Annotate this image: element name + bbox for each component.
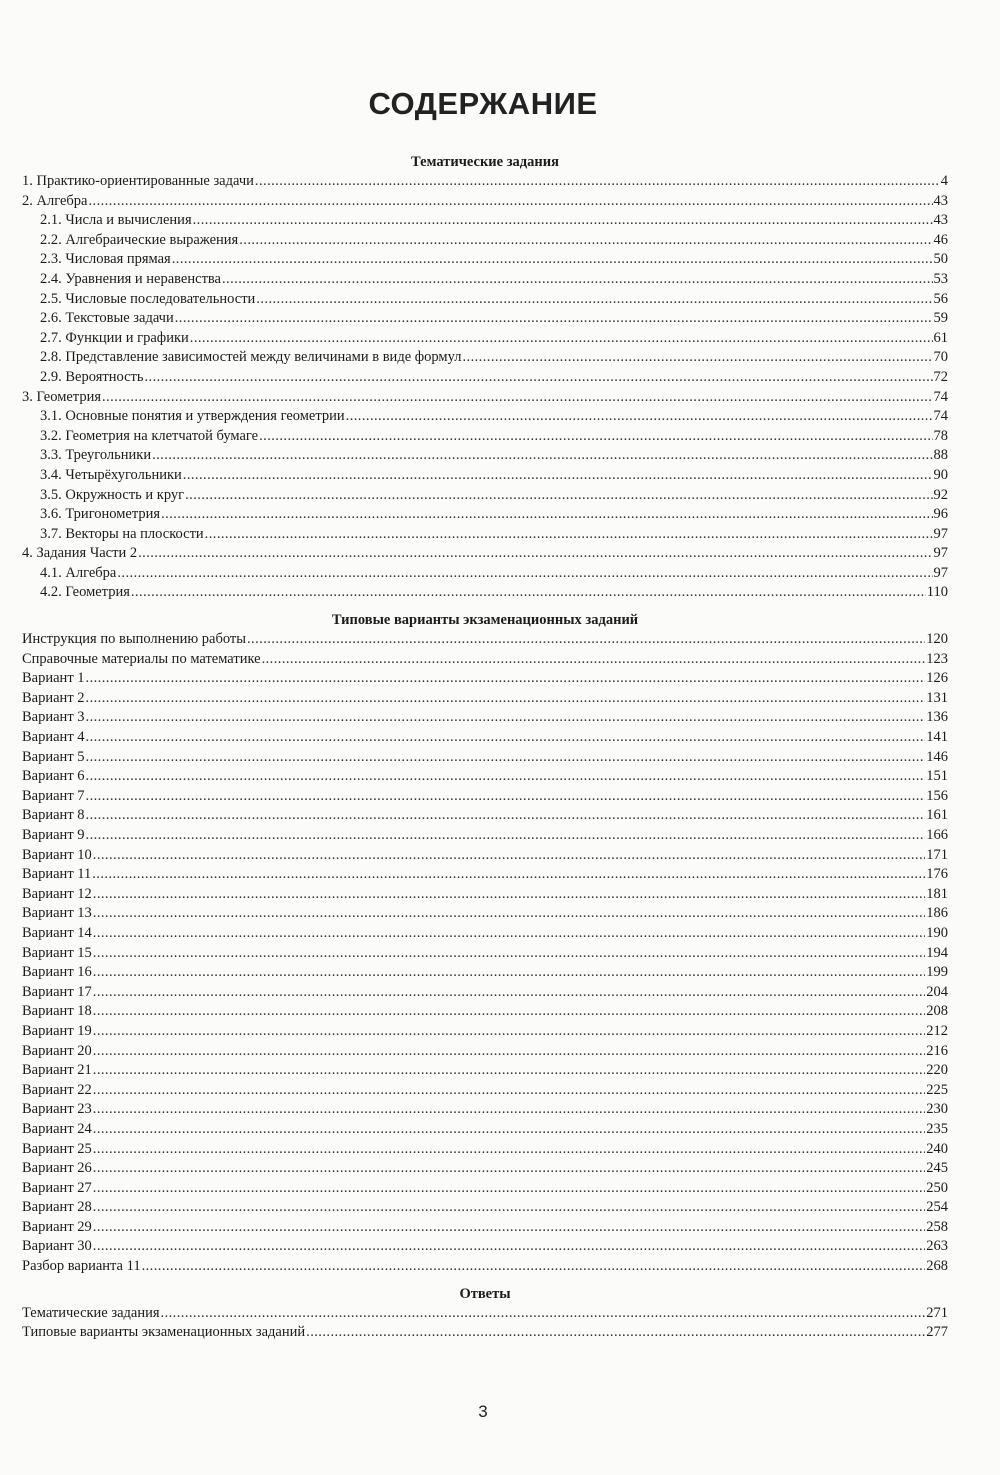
dot-leader <box>93 885 925 905</box>
toc-entry[interactable] <box>22 1257 948 1277</box>
dot-leader <box>144 368 932 388</box>
toc-entry-page: 97 <box>933 564 948 581</box>
toc-entry-page: 235 <box>926 1120 948 1137</box>
toc-entry-page: 245 <box>926 1160 948 1177</box>
toc-entry[interactable] <box>22 1022 948 1042</box>
toc-entry[interactable] <box>22 944 948 964</box>
dot-leader <box>205 525 933 545</box>
toc-entry-page: 186 <box>926 905 948 922</box>
toc-entry-label: Вариант 15 <box>22 944 92 961</box>
toc-entry-page: 97 <box>933 525 948 542</box>
dot-leader <box>131 583 926 603</box>
toc-entry-page: 120 <box>926 631 948 648</box>
toc-entry-page: 277 <box>926 1324 948 1341</box>
dot-leader <box>262 650 926 670</box>
dot-leader <box>222 270 933 290</box>
section-heading: Тематические задания <box>411 154 559 170</box>
toc-entry[interactable] <box>22 1140 948 1160</box>
dot-leader <box>86 708 926 728</box>
toc-entry-label: Разбор варианта 11 <box>22 1258 141 1275</box>
toc-entry[interactable] <box>22 865 948 885</box>
toc-entry[interactable] <box>22 846 948 866</box>
toc-entry-label: Вариант 9 <box>22 827 85 843</box>
dot-leader <box>86 826 926 846</box>
toc-entry-page: 220 <box>926 1062 948 1079</box>
toc-entry-label: Вариант 26 <box>22 1160 92 1177</box>
toc-entry-page: 131 <box>926 689 948 706</box>
dot-leader <box>93 1100 925 1120</box>
toc-entry-label: Вариант 4 <box>22 729 85 746</box>
toc-entry-page: 74 <box>933 388 948 405</box>
toc-entry[interactable] <box>22 309 948 329</box>
toc-entry-label: 1. Практико-ориентированные задачи <box>22 173 254 189</box>
toc-entry[interactable] <box>22 904 948 924</box>
toc-entry-label: Вариант 1 <box>22 670 85 687</box>
toc-entry[interactable] <box>22 211 948 231</box>
toc-entry[interactable] <box>22 924 948 944</box>
toc-entry-page: 225 <box>926 1081 948 1098</box>
dot-leader <box>93 983 925 1003</box>
toc-entry-label: 3.1. Основные понятия и утверждения геометрии <box>40 408 345 425</box>
toc-entry-page: 123 <box>926 650 948 667</box>
dot-leader <box>86 787 926 807</box>
toc-entry-page: 263 <box>926 1238 948 1255</box>
toc-entry-page: 136 <box>926 709 948 726</box>
toc-entry-label: 2. Алгебра <box>22 192 88 209</box>
toc-entry-label: Вариант 30 <box>22 1238 92 1255</box>
toc-entry-label: Вариант 25 <box>22 1140 92 1157</box>
toc-entry-label: 4.2. Геометрия <box>40 584 130 601</box>
toc-entry[interactable] <box>22 1159 948 1179</box>
toc-entry-label: 2.5. Числовые последовательности <box>40 290 256 307</box>
toc-entry[interactable] <box>22 583 948 603</box>
dot-leader <box>93 1002 925 1022</box>
toc-entry-page: 254 <box>926 1199 948 1216</box>
dot-leader <box>86 748 926 768</box>
toc-entry-page: 97 <box>933 545 948 562</box>
toc-entry[interactable] <box>22 1081 948 1101</box>
toc-entry-page: 199 <box>926 964 948 981</box>
toc-entry-label: Вариант 23 <box>22 1101 92 1118</box>
dot-leader <box>86 689 926 709</box>
toc-entry-page: 268 <box>926 1258 948 1275</box>
toc-entry-page: 70 <box>933 349 948 366</box>
toc-entry-label: Вариант 3 <box>22 709 85 726</box>
toc-entry-page: 88 <box>933 447 948 464</box>
dot-leader <box>138 544 932 564</box>
toc-entry-page: 4 <box>940 173 948 189</box>
toc-entry[interactable] <box>22 1100 948 1120</box>
dot-leader <box>190 329 933 349</box>
toc-entry-page: 181 <box>926 885 948 902</box>
toc-entry[interactable] <box>22 192 948 212</box>
toc-entry[interactable] <box>22 407 948 427</box>
dot-leader <box>93 1159 925 1179</box>
dot-leader <box>93 1140 925 1160</box>
toc-entry-page: 166 <box>926 827 948 843</box>
toc-entry-page: 72 <box>933 368 948 385</box>
dot-leader <box>86 728 926 748</box>
toc-entry-page: 126 <box>926 670 948 687</box>
toc-entry-label: 3.2. Геометрия на клетчатой бумаге <box>40 427 259 444</box>
toc-entry[interactable] <box>22 885 948 905</box>
dot-leader <box>93 1120 925 1140</box>
toc-entry-label: 2.1. Числа и вычисления <box>40 212 192 229</box>
toc-entry[interactable] <box>22 669 948 689</box>
toc-entry-page: 190 <box>926 924 948 941</box>
toc-entry-label: 2.7. Функции и графики <box>40 329 189 346</box>
toc-entry-label: Вариант 11 <box>22 866 92 883</box>
dot-leader <box>172 250 933 270</box>
toc-entry[interactable] <box>22 1218 948 1238</box>
dot-leader <box>462 348 932 368</box>
toc-entry-label: Вариант 29 <box>22 1218 92 1235</box>
toc-entry-label: Вариант 20 <box>22 1042 92 1059</box>
toc-entry-label: Вариант 5 <box>22 748 85 765</box>
dot-leader <box>93 1081 925 1101</box>
toc-entry-label: 2.3. Числовая прямая <box>40 251 171 268</box>
toc-entry[interactable] <box>22 1002 948 1022</box>
toc-entry-page: 56 <box>933 290 948 307</box>
dot-leader <box>93 1237 925 1257</box>
dot-leader <box>86 806 926 826</box>
dot-leader <box>117 564 932 584</box>
dot-leader <box>239 231 932 251</box>
dot-leader <box>193 211 933 231</box>
toc-entry[interactable] <box>22 748 948 768</box>
toc-entry[interactable] <box>22 544 948 564</box>
toc-entry-label: Справочные материалы по математике <box>22 650 261 667</box>
toc-entry-page: 212 <box>926 1022 948 1039</box>
toc-entry-label: 4. Задания Части 2 <box>22 545 138 562</box>
toc-entry[interactable] <box>22 427 948 447</box>
toc-entry-label: 3. Геометрия <box>22 388 101 405</box>
dot-leader <box>93 1198 925 1218</box>
toc-entry-label: 4.1. Алгебра <box>40 564 117 581</box>
dot-leader <box>161 1304 926 1324</box>
toc-entry-page: 161 <box>926 807 948 824</box>
toc-entry-label: 3.4. Четырёхугольники <box>40 466 182 483</box>
toc-entry-label: 3.6. Тригонометрия <box>40 506 161 523</box>
toc-entry-page: 230 <box>926 1101 948 1118</box>
dot-leader <box>86 669 926 689</box>
toc-entry[interactable] <box>22 983 948 1003</box>
toc-entry-page: 74 <box>933 408 948 425</box>
toc-entry[interactable] <box>22 564 948 584</box>
dot-leader <box>152 446 932 466</box>
section-gap <box>22 603 948 610</box>
dot-leader <box>161 505 932 525</box>
toc-entry-label: Вариант 28 <box>22 1199 92 1216</box>
toc-entry[interactable] <box>22 329 948 349</box>
toc-entry-label: Вариант 24 <box>22 1120 92 1137</box>
page-number: 3 <box>478 1402 488 1421</box>
dot-leader <box>93 1179 925 1199</box>
toc-entry[interactable] <box>22 348 948 368</box>
dot-leader <box>93 1061 925 1081</box>
toc-entry-page: 171 <box>926 846 948 863</box>
toc-entry[interactable] <box>22 787 948 807</box>
toc-entry[interactable] <box>22 1179 948 1199</box>
section-heading: Ответы <box>459 1285 511 1302</box>
dot-leader <box>247 630 925 650</box>
toc-entry[interactable] <box>22 250 948 270</box>
toc-entry[interactable] <box>22 806 948 826</box>
toc-entry-page: 78 <box>933 427 948 444</box>
toc-entry-label: 2.8. Представление зависимостей между величинами в виде формул <box>40 349 462 366</box>
toc-entry-page: 208 <box>926 1003 948 1020</box>
toc-entry-label: 2.6. Текстовые задачи <box>40 310 174 327</box>
dot-leader <box>306 1323 925 1343</box>
toc-entry[interactable] <box>22 388 948 408</box>
toc-entry-label: 2.4. Уравнения и неравенства <box>40 270 221 287</box>
toc-entry-page: 258 <box>926 1218 948 1235</box>
dot-leader <box>93 846 925 866</box>
toc-entry-label: 3.5. Окружность и круг <box>40 486 185 503</box>
toc-entry[interactable] <box>22 1304 948 1324</box>
toc-entry-page: 240 <box>926 1140 948 1157</box>
dot-leader <box>255 172 940 192</box>
toc-entry-page: 151 <box>926 768 948 785</box>
toc-entry[interactable] <box>22 525 948 545</box>
dot-leader <box>142 1257 926 1277</box>
toc-entry[interactable] <box>22 486 948 506</box>
dot-leader <box>93 904 925 924</box>
toc-entry-label: Вариант 18 <box>22 1003 92 1020</box>
toc-entry-label: Вариант 22 <box>22 1081 92 1098</box>
dot-leader <box>93 963 925 983</box>
dot-leader <box>93 1022 925 1042</box>
dot-leader <box>93 1042 925 1062</box>
toc-entry[interactable] <box>22 466 948 486</box>
toc-entry-page: 271 <box>926 1304 948 1321</box>
toc-entry-page: 53 <box>933 270 948 287</box>
toc-entry-label: Вариант 17 <box>22 983 92 1000</box>
toc-entry-label: Вариант 10 <box>22 846 92 863</box>
section-gap <box>22 1277 948 1284</box>
toc-entry-label: Вариант 8 <box>22 807 85 824</box>
toc-entry-label: 2.9. Вероятность <box>40 368 144 385</box>
toc-entry[interactable] <box>22 1120 948 1140</box>
toc-entry-label: 3.3. Треугольники <box>40 447 152 464</box>
toc-entry-page: 146 <box>926 748 948 765</box>
toc-entry[interactable] <box>22 689 948 709</box>
toc-entry-page: 59 <box>933 310 948 327</box>
toc-entry-page: 61 <box>933 329 948 346</box>
toc-entry-page: 92 <box>933 486 948 503</box>
toc-entry[interactable] <box>22 767 948 787</box>
dot-leader <box>93 1218 925 1238</box>
toc-entry[interactable] <box>22 708 948 728</box>
page-title: СОДЕРЖАНИЕ <box>368 86 598 121</box>
toc-entry-label: Вариант 27 <box>22 1179 92 1196</box>
toc-entry-page: 43 <box>933 212 948 229</box>
toc-entry-label: Вариант 2 <box>22 689 85 706</box>
toc-entry[interactable] <box>22 368 948 388</box>
toc-entry-page: 250 <box>926 1179 948 1196</box>
toc-entry-label: Вариант 16 <box>22 964 92 981</box>
section-heading: Типовые варианты экзаменационных заданий <box>331 612 639 629</box>
toc-entry[interactable] <box>22 270 948 290</box>
toc-entry-page: 43 <box>933 192 948 209</box>
toc-entry-page: 216 <box>926 1042 948 1059</box>
toc-entry[interactable] <box>22 231 948 251</box>
toc-entry[interactable] <box>22 290 948 310</box>
dot-leader <box>185 486 932 506</box>
toc-entry-label: 3.7. Векторы на плоскости <box>40 525 204 542</box>
dot-leader <box>92 865 925 885</box>
toc-entry[interactable] <box>22 505 948 525</box>
toc-entry-label: 2.2. Алгебраические выражения <box>40 231 239 248</box>
toc-entry[interactable] <box>22 1198 948 1218</box>
toc-entry-label: Типовые варианты экзаменационных заданий <box>22 1324 306 1341</box>
dot-leader <box>86 767 926 787</box>
toc-entry-page: 156 <box>926 787 948 804</box>
toc-entry-label: Вариант 14 <box>22 924 92 941</box>
toc-entry-page: 204 <box>926 983 948 1000</box>
dot-leader <box>93 944 925 964</box>
dot-leader <box>102 388 933 408</box>
toc-entry-label: Инструкция по выполнению работы <box>22 631 246 648</box>
toc-entry-label: Вариант 12 <box>22 885 92 902</box>
toc-entry-page: 194 <box>926 944 948 961</box>
toc-entry-page: 90 <box>933 466 948 483</box>
toc-entry[interactable] <box>22 1237 948 1257</box>
toc-entry[interactable] <box>22 728 948 748</box>
toc-entry[interactable] <box>22 446 948 466</box>
toc-entry[interactable] <box>22 630 948 650</box>
toc-entry[interactable] <box>22 1323 948 1343</box>
toc-entry[interactable] <box>22 963 948 983</box>
dot-leader <box>259 427 932 447</box>
dot-leader <box>93 924 925 944</box>
toc-entry-page: 50 <box>933 251 948 268</box>
dot-leader <box>256 290 932 310</box>
toc-entry[interactable] <box>22 1042 948 1062</box>
dot-leader <box>175 309 933 329</box>
toc-entry[interactable] <box>22 650 948 670</box>
toc-entry-label: Тематические задания <box>22 1304 160 1321</box>
toc-entry[interactable] <box>22 1061 948 1081</box>
toc-entry-label: Вариант 21 <box>22 1062 92 1079</box>
toc-entry-page: 46 <box>933 231 948 248</box>
dot-leader <box>88 192 932 212</box>
dot-leader <box>183 466 933 486</box>
toc-entry-label: Вариант 13 <box>22 905 92 922</box>
dot-leader <box>346 407 933 427</box>
table-of-contents <box>22 152 948 1343</box>
toc-entry-page: 176 <box>926 866 948 883</box>
toc-entry-label: Вариант 19 <box>22 1022 92 1039</box>
toc-entry[interactable] <box>22 826 948 846</box>
toc-entry-label: Вариант 6 <box>22 768 85 785</box>
toc-entry[interactable] <box>22 172 948 192</box>
toc-entry-page: 110 <box>926 584 948 601</box>
toc-entry-page: 141 <box>926 729 948 746</box>
toc-entry-label: Вариант 7 <box>22 787 85 804</box>
toc-entry-page: 96 <box>933 506 948 523</box>
